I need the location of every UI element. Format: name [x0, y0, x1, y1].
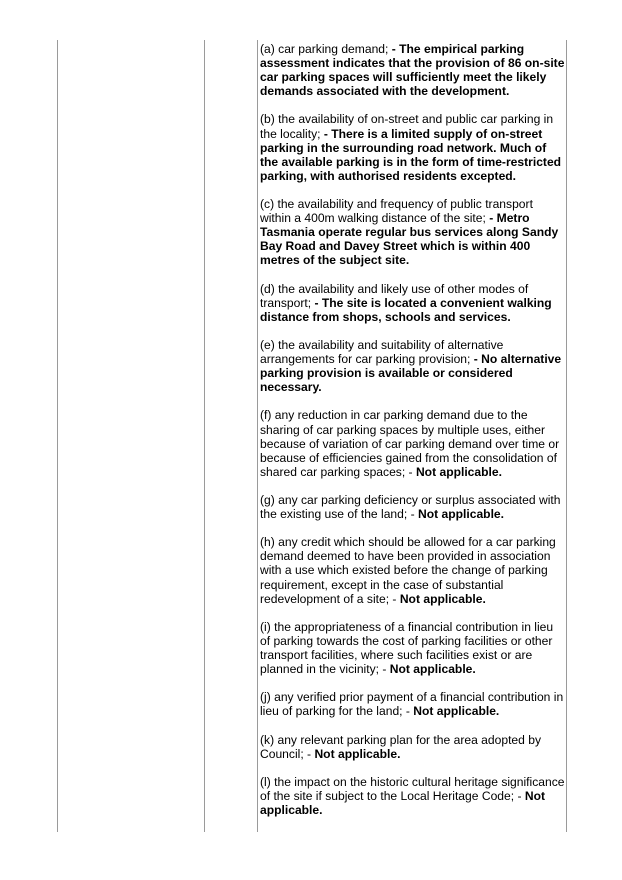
- criterion-a: (a) car parking demand; - The empirical parking assessment indicates that the provision of 86 on-site car parking spaces will sufficiently meet the likely demands associated with the development.: [260, 42, 565, 99]
- criterion-c: (c) the availability and frequency of public transport within a 400m walking distance of the site; - Metro Tasmania operate regular bus services along Sandy Bay Road and Davey Street which is within 400 metres of the subject site.: [260, 197, 559, 268]
- table-border-col2: [204, 40, 205, 832]
- criterion-i: (i) the appropriateness of a financial contribution in lieu of parking towards the cost of parking facilities or other transport facilities, where such facilities exist or are planned in the vicinity; - Not applicable.: [260, 619, 554, 677]
- criterion-k: (k) any relevant parking plan for the area adopted by Council; - Not applicable.: [260, 732, 542, 761]
- criterion-h: (h) any credit which should be allowed for a car parking demand deemed to have been provided in association with a use which existed before the change of parking requirement, except in the case of substantial redevelopment of a site; - Not applicable.: [260, 535, 556, 606]
- table-border-right: [566, 40, 567, 832]
- criterion-l: (l) the impact on the historic cultural heritage significance of the site if subject to the Local Heritage Code; - Not applicable.: [260, 774, 565, 818]
- criterion-f: (f) any reduction in car parking demand due to the sharing of car parking spaces by multiple uses, either because of variation of car parking demand over time or because of efficiencies gained from the consolidation of shared car parking spaces; - Not applicable.: [260, 408, 560, 479]
- criterion-d: (d) the availability and likely use of other modes of transport; - The site is located a convenient walking distance from shops, schools and services.: [260, 281, 552, 324]
- criterion-g: (g) any car parking deficiency or surplus associated with the existing use of the land; - Not applicable.: [260, 493, 561, 522]
- criterion-e: (e) the availability and suitability of alternative arrangements for car parking provision; - No alternative parking provision is available or considered necessary.: [260, 337, 562, 395]
- criterion-b: (b) the availability of on-street and public car parking in the locality; - There is a limited supply of on-street parking in the surrounding road network. Much of the available parking is in the form of time-restricted parking, with authorised residents excepted.: [260, 112, 562, 183]
- table-border-left: [57, 40, 58, 832]
- table-border-col3: [257, 40, 258, 832]
- criterion-j: (j) any verified prior payment of a financial contribution in lieu of parking for the land; - Not applicable.: [260, 690, 564, 719]
- criteria-column: [260, 42, 566, 831]
